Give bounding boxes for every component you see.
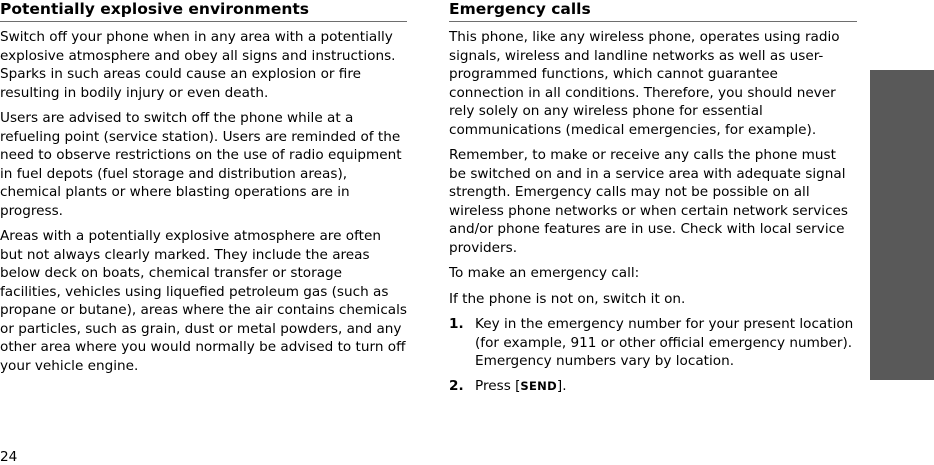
heading-rule [449,21,857,22]
paragraph: If the phone is not on, switch it on. [449,290,686,307]
section-heading-emergency-calls: Emergency calls [449,0,591,18]
paragraph: Remember, to make or receive any calls the phone must be switched on and in a service area with adequate signal strength. Emergency calls may not be possible on all wireless phone networks or when certain network services and/or phone features are in use. Check with local service providers. [449,147,849,256]
left-column [0,0,407,375]
step-text [475,377,857,396]
emergency-call-steps [449,315,857,395]
paragraph: Users are advised to switch off the phone while at a refueling point (service station). Users are reminded of the need to observe restrictions on the use of radio equipment in fuel depots (fuel storage and distribution areas), chemical plants or where blasting operations are in progress. [0,110,402,219]
heading-rule [0,21,407,22]
step-number: 2. [449,377,464,394]
step-text-after: ]. [556,377,567,394]
step-text: Key in the emergency number for your present location (for example, 911 or other official emergency number). Emergency numbers vary by location. [475,316,854,369]
paragraph: Switch off your phone when in any area with a potentially explosive atmosphere and obey all signs and instructions. Sparks in such areas could cause an explosion or fire resulting in bodily injury or even death. [0,29,396,101]
step-number: 1. [449,316,464,332]
section-heading-explosive-environments: Potentially explosive environments [0,0,310,18]
right-column [449,0,857,395]
page-number: 24 [0,449,18,465]
paragraph: This phone, like any wireless phone, operates using radio signals, wireless and landline networks as well as user-programmed functions, which cannot guarantee connection in all conditions. Therefore, you should never rely solely on any wireless phone for essential communications (medical emergencies, for example). [449,29,840,138]
section-side-tab [870,70,934,380]
step-item [449,315,857,371]
step-item [449,377,857,396]
paragraph: To make an emergency call: [449,265,640,281]
step-text-before: Press [ [475,377,521,394]
paragraph: Areas with a potentially explosive atmosphere are often but not always clearly marked. They include the areas below deck on boats, chemical transfer or storage facilities, vehicles using liquefied petroleum gas (such as propane or butane), areas where the air contains chemicals or particles, such as grain, dust or metal powders, and any other area where you would normally be advised to turn off your vehicle engine. [0,228,407,374]
send-key-label: SEND [520,378,557,393]
